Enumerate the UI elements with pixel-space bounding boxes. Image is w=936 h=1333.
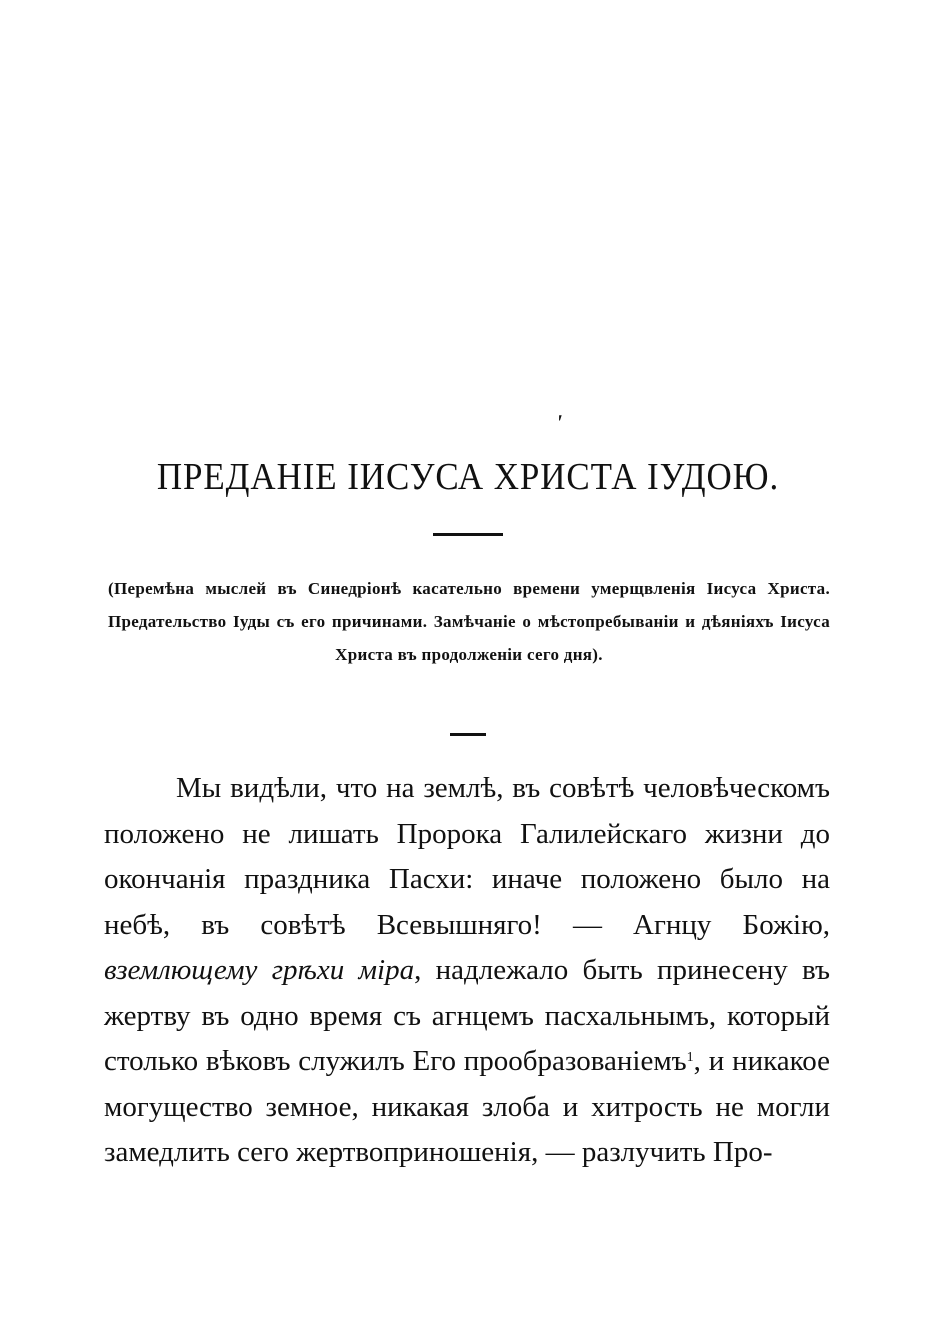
- body-paragraph: [104, 766, 830, 1176]
- body-text-part-1: Мы видѣли, что на землѣ, въ совѣтѣ человѣческомъ положено не лишать Пророка Галилейскаго жизни до окончанія праздника Пасхи: иначе положено было на небѣ, въ совѣтѣ Всевышняго! — Агнцу Божію,: [104, 772, 830, 941]
- body-text-part-2: , надлежало быть принесену въ жертву въ одно время съ агнцемъ пасхальнымъ, который столько вѣковъ служилъ Его прообразованіемъ: [104, 954, 830, 1077]
- body-text-part-3: , и никакое могущество земное, никакая злоба и хитрость не могли замедлить сего жертвоприношенія, — разлучить Про-: [104, 1045, 830, 1168]
- chapter-title: ПРЕДАНІЕ ІИСУСА ХРИСТА ІУДОЮ.: [156, 456, 780, 498]
- title-divider: [433, 533, 503, 536]
- body-emphasis: вземлющему грѣхи міра: [104, 954, 415, 986]
- stray-mark: ʹ: [556, 410, 563, 435]
- chapter-summary: (Перемѣна мыслей въ Синедріонѣ касательно времени умерщвленія Іисуса Христа. Предательство Іуды съ его причинами. Замѣчаніе о мѣстопребываніи и дѣяніяхъ Іисуса Христа въ продолженіи сего дня).: [108, 579, 830, 664]
- footnote-reference: 1: [686, 1050, 694, 1065]
- summary-divider: [450, 733, 486, 736]
